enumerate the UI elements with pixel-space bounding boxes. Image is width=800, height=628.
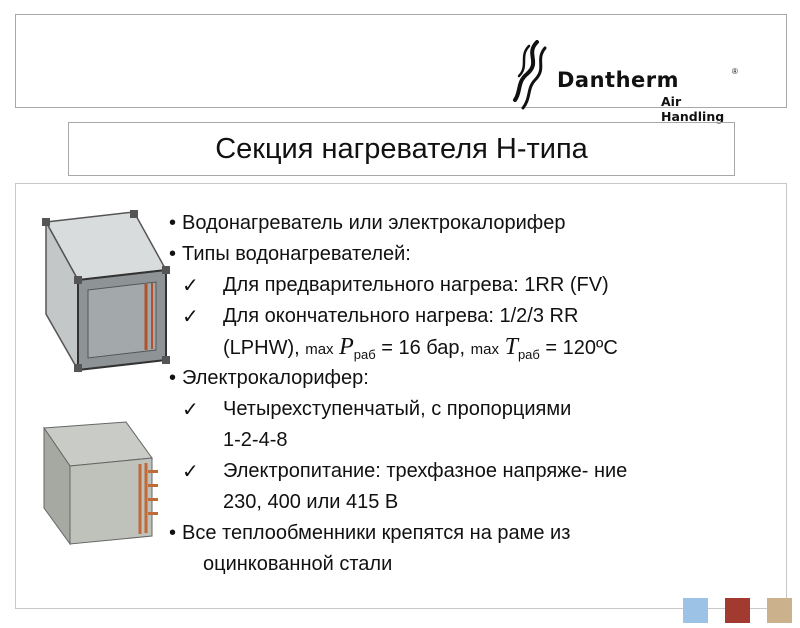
decor-square-red: [725, 598, 750, 623]
decor-square-blue: [683, 598, 708, 623]
brand-name: Dantherm: [557, 68, 680, 92]
slide-title: Секция нагревателя Н-типа: [215, 133, 588, 165]
max-label: max: [305, 341, 334, 358]
title-frame: [68, 122, 735, 176]
subscript-label: раб: [517, 347, 540, 362]
check-item-continuation: [223, 332, 618, 365]
dantherm-logo: [507, 40, 742, 124]
bullet-marker: •: [169, 243, 177, 265]
check-text: Для окончательного нагрева: 1/2/3 RR: [223, 305, 579, 327]
bullet-continuation: оцинкованной стали: [203, 553, 393, 575]
bullet-marker: •: [169, 367, 177, 389]
bullet-text: Электрокалорифер:: [182, 367, 369, 389]
check-item: [169, 270, 609, 301]
lphw-text: (LPHW),: [223, 337, 306, 359]
pressure-symbol: P: [339, 334, 354, 360]
registered-mark: ®: [732, 67, 738, 76]
bullet-marker: •: [169, 212, 177, 234]
bullet-text: Типы водонагревателей:: [182, 243, 411, 265]
max-label: max: [470, 341, 500, 358]
temperature-value: = 120ºC: [545, 337, 618, 359]
check-text: Электропитание: трехфазное напряже- ние: [223, 460, 628, 482]
check-text: Четырехступенчатый, с пропорциями: [223, 398, 572, 420]
decor-square-tan: [767, 598, 792, 623]
check-item: [169, 394, 571, 425]
bullet-item: [169, 363, 369, 394]
heat-exchanger-coil-image: [40, 418, 158, 548]
check-text: Для предварительного нагрева: 1RR (FV): [223, 274, 609, 296]
dantherm-swoosh-icon: [507, 40, 551, 112]
check-icon: ✓: [182, 304, 199, 328]
brand-subtitle: Air Handling: [661, 94, 725, 124]
bullet-item: [169, 518, 570, 549]
header-frame: [15, 14, 787, 124]
bullet-item: [169, 208, 566, 239]
check-item-continuation: 230, 400 или 415 В: [223, 491, 399, 513]
check-icon: ✓: [182, 397, 199, 421]
check-icon: ✓: [182, 273, 199, 297]
bullet-marker: •: [169, 522, 177, 544]
bullet-text: Водонагреватель или электрокалорифер: [182, 212, 566, 234]
bullet-item: [169, 239, 411, 270]
subscript-label: раб: [353, 347, 376, 362]
bullet-text: Все теплообменники крепятся на раме из: [182, 522, 571, 544]
check-item: [169, 456, 627, 487]
check-item: [169, 301, 578, 332]
check-icon: ✓: [182, 459, 199, 483]
check-item-continuation: 1-2-4-8: [223, 429, 288, 451]
heater-section-image: [36, 210, 170, 374]
pressure-value: = 16 бар,: [381, 337, 466, 359]
temperature-symbol: T: [504, 334, 518, 360]
